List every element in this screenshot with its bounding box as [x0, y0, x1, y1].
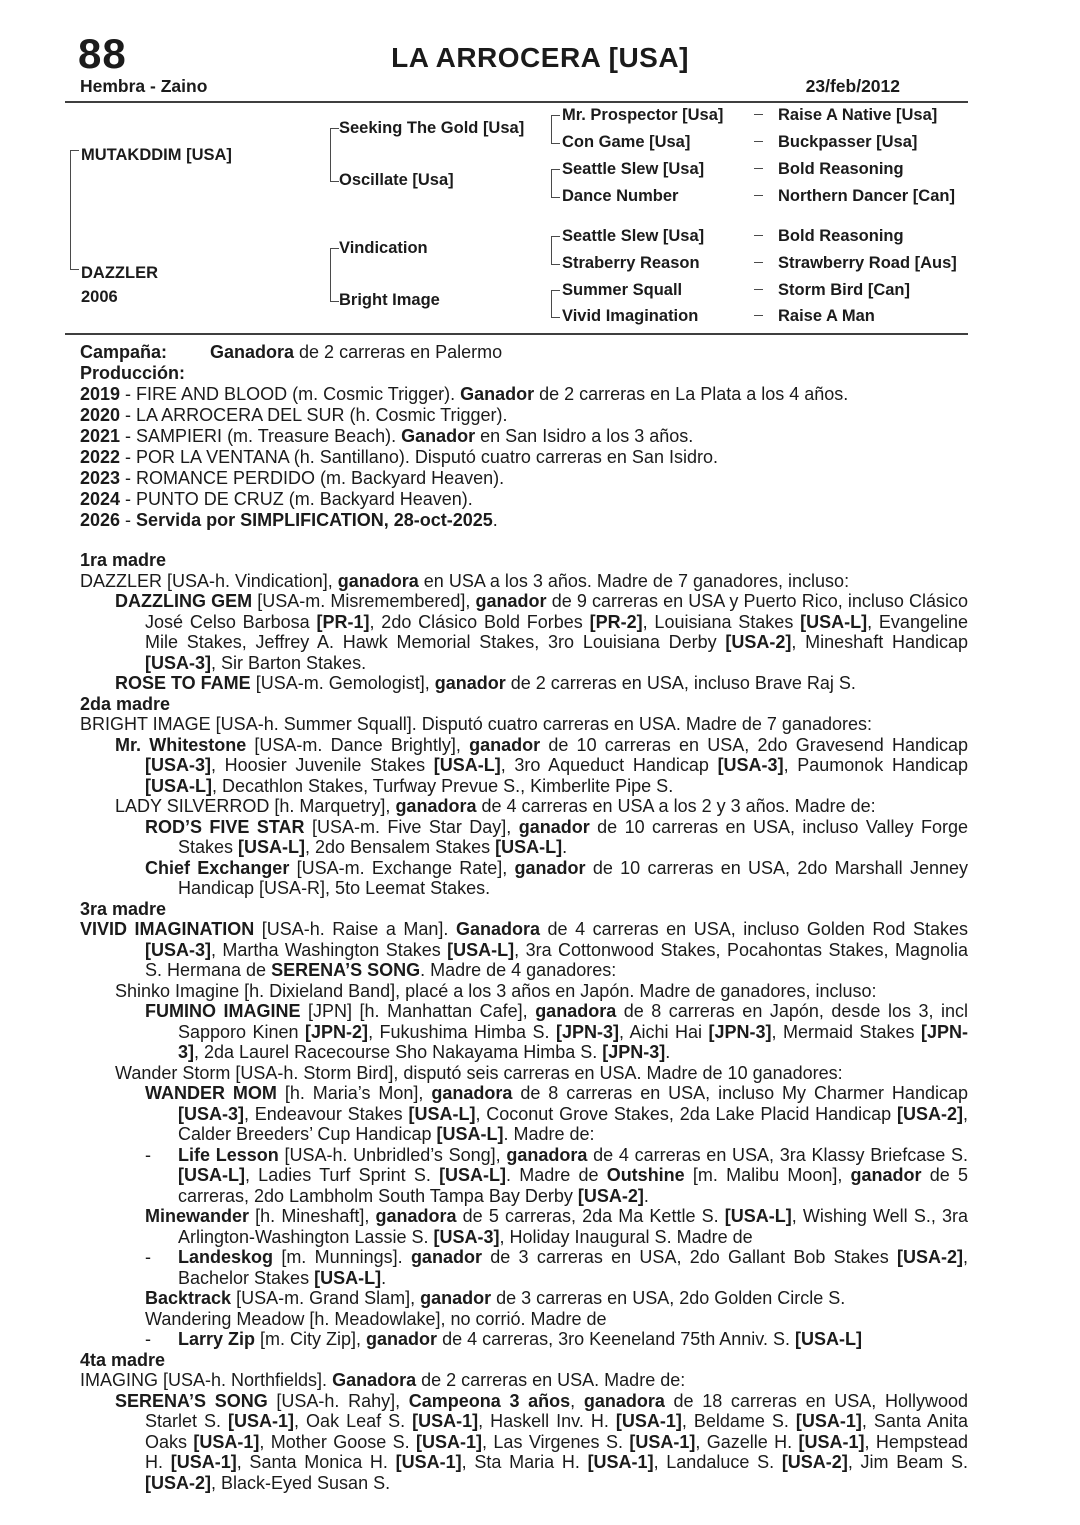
text-segment: [JPN-2] — [305, 1021, 369, 1042]
pedigree-paragraph — [80, 1145, 968, 1207]
text-segment: Wander Storm [USA-h. Storm Bird], disputó seis carreras en USA. Madre de 10 ganadores: — [115, 1062, 843, 1083]
text-segment: [USA-3] — [145, 939, 211, 960]
text-segment: [h. Maria’s Mon], — [276, 1083, 432, 1103]
text-segment: [h. Mineshaft], — [249, 1206, 376, 1226]
text-segment: SERENA’S SONG — [271, 960, 421, 980]
text-segment: Minewander — [145, 1206, 250, 1226]
text-segment: de 10 carreras en USA, 2do Marshall Jenney Handicap [USA-R], 5to Leemat Stakes. — [178, 857, 968, 898]
bracket-line — [70, 150, 79, 270]
text-segment: de 4 carreras en USA, 3ra Klassy Briefcase S. — [587, 1144, 968, 1165]
pedigree-name: Storm Bird [Can] — [754, 280, 910, 300]
text-segment: , 3ro Aqueduct Handicap — [500, 755, 718, 775]
text-segment: [USA-1] — [629, 1431, 696, 1452]
text-segment: , Aichi Hai — [619, 1021, 709, 1042]
text-segment: [PR-1] — [316, 611, 370, 632]
dam-foaling-year: 2006 — [81, 288, 118, 306]
text-segment: , Evangeline Mile Stakes, Jeffrey A. Hawk Memorial Stakes, 3ro Louisiana Derby — [145, 611, 968, 652]
text-segment: FUMINO IMAGINE — [145, 1001, 301, 1021]
pedigree-paragraph — [80, 1083, 968, 1145]
text-segment: . — [381, 1267, 387, 1288]
text-segment: , Landaluce S. — [653, 1452, 782, 1472]
text-segment: [USA-1] — [798, 1431, 865, 1452]
pedigree-paragraph — [80, 571, 968, 592]
text-segment: , Hempstead H. — [145, 1431, 968, 1472]
text-segment: de 10 carreras en USA, incluso Valley Forge Stakes — [178, 816, 968, 857]
text-segment: Ganadora — [455, 919, 540, 939]
text-segment: . Madre de: — [503, 1124, 595, 1144]
text-segment: de 4 carreras en USA a los 2 y 3 años. Madre de: — [476, 796, 876, 816]
production-entry — [80, 489, 968, 510]
text-segment: ganador — [366, 1329, 438, 1349]
text-segment: [USA-2] — [577, 1185, 644, 1206]
pedigree-paragraph — [80, 796, 968, 817]
text-segment: Chief Exchanger — [145, 857, 290, 878]
text-segment: , Calder Breeders’ Cup Handicap — [178, 1103, 968, 1144]
pedigree-paragraph — [80, 591, 968, 673]
dam-section — [80, 899, 968, 1350]
text-segment: [USA-L] — [800, 611, 868, 632]
text-segment: Life Lesson — [178, 1144, 279, 1165]
bracket-line — [330, 128, 339, 182]
pedigree-rule — [65, 333, 968, 335]
text-segment: [USA-1] — [228, 1411, 295, 1431]
text-segment: ganadora — [375, 1206, 457, 1226]
production-year: 2024 — [80, 489, 121, 509]
bracket-line — [551, 236, 560, 265]
text-segment: Shinko Imagine [h. Dixieland Band], placé a los 3 años en Japón. Madre de ganadores, incluso: — [115, 980, 877, 1001]
dam-section — [80, 1350, 968, 1494]
header-rule — [65, 101, 968, 103]
pedigree-name: Seattle Slew [Usa] — [562, 160, 705, 178]
production-list — [80, 384, 968, 531]
list-dash-marker: - — [145, 1247, 151, 1267]
text-segment: de 8 carreras en Japón, desde los 3, incl Sapporo Kinen — [178, 1001, 969, 1042]
text-segment: . — [492, 510, 498, 530]
text-segment: [USA-3] — [178, 1103, 244, 1124]
production-year: 2021 — [80, 426, 121, 446]
text-segment: de 4 carreras en USA, incluso Golden Rod Stakes — [539, 919, 968, 939]
text-segment: [USA-3] — [433, 1226, 500, 1247]
bracket-line — [330, 248, 339, 302]
text-segment: de 8 carreras en USA, incluso My Charmer Handicap — [512, 1083, 968, 1103]
text-segment: [USA-2] — [781, 1452, 848, 1472]
text-segment: [USA-h. Rahy], — [267, 1390, 409, 1411]
pedigree-paragraph — [80, 817, 968, 858]
text-segment: , Bachelor Stakes — [178, 1247, 968, 1288]
text-segment: ROD’S FIVE STAR — [145, 816, 305, 837]
page-title: LA ARROCERA [USA] — [391, 42, 689, 73]
pedigree-name: Seattle Slew [Usa] — [562, 227, 705, 245]
text-segment: - — [120, 510, 137, 530]
production-entry — [80, 510, 968, 531]
campaign-label: Campaña: — [80, 342, 168, 362]
campaign-line — [80, 342, 968, 363]
pedigree-name-sire: MUTAKDDIM [USA] — [81, 146, 232, 164]
text-segment: de 10 carreras en USA, 2do Gravesend Handicap — [540, 734, 969, 755]
text-segment: ganadora — [395, 796, 477, 816]
text-segment: . Madre de 4 ganadores: — [420, 960, 617, 980]
pedigree-paragraph — [80, 1370, 968, 1391]
text-segment: [JPN-3] — [178, 1021, 968, 1062]
text-segment: , Martha Washington Stakes — [211, 939, 448, 960]
text-segment: de 4 carreras, 3ro Keeneland 75th Anniv. S. — [437, 1329, 795, 1349]
text-segment: ganadora — [535, 1001, 617, 1021]
pedigree-paragraph — [80, 1063, 968, 1084]
text-segment: ganador — [514, 857, 586, 878]
text-segment: , Decathlon Stakes, Turfway Prevue S., Kimberlite Pipe S. — [211, 775, 674, 796]
pedigree-paragraph — [80, 1391, 968, 1494]
text-segment: Backtrack — [145, 1288, 232, 1308]
text-segment: [m. Munnings]. — [273, 1247, 411, 1267]
text-segment: , Paumonok Handicap — [783, 755, 969, 775]
sex-coat-label: Hembra - Zaino — [80, 76, 208, 96]
production-entry — [80, 447, 968, 468]
text-segment: [USA-L] — [178, 1165, 245, 1185]
text-segment: Wandering Meadow [h. Meadowlake], no corrió. Madre de — [145, 1308, 607, 1329]
text-segment: [USA-1] — [193, 1431, 260, 1452]
production-year: 2023 — [80, 468, 121, 488]
list-dash-marker: - — [145, 1144, 151, 1165]
birth-date: 23/feb/2012 — [805, 76, 900, 96]
text-segment: , Haskell Inv. H. — [478, 1411, 616, 1431]
text-segment: [m. City Zip], — [255, 1329, 367, 1349]
text-segment: - LA ARROCERA DEL SUR (h. Cosmic Trigger). — [120, 405, 508, 425]
text-segment: , Coconut Grove Stakes, 2da Lake Placid Handicap — [475, 1103, 897, 1124]
text-segment: ganador — [420, 1288, 492, 1308]
dam-section — [80, 694, 968, 899]
text-segment: [USA-1] — [416, 1431, 483, 1452]
pedigree-paragraph — [80, 1247, 968, 1288]
text-segment: ganadora — [583, 1390, 665, 1411]
text-segment: , Black-Eyed Susan S. — [211, 1472, 391, 1493]
text-segment: ROSE TO FAME — [115, 673, 251, 693]
text-segment: de 2 carreras en La Plata a los 4 años. — [534, 384, 849, 404]
text-segment: [m. Malibu Moon], — [684, 1165, 851, 1185]
text-segment: . — [643, 1185, 649, 1206]
text-segment: , Ladies Turf Sprint S. — [244, 1165, 440, 1185]
text-segment: ganador — [469, 734, 541, 755]
text-segment: , Sir Barton Stakes. — [211, 652, 367, 673]
text-segment: Ganador — [460, 384, 535, 404]
pedigree-name: Bold Reasoning — [754, 159, 904, 179]
campaign-summary — [210, 342, 502, 362]
text-segment: [USA-m. Dance Brightly], — [246, 734, 470, 755]
text-segment: [USA-L] — [314, 1267, 382, 1288]
dam-sections — [80, 550, 968, 1493]
text-segment: Landeskog — [178, 1247, 274, 1267]
text-segment: , Beldame S. — [681, 1411, 796, 1431]
pedigree-name: Dance Number — [562, 187, 679, 205]
production-label: Producción: — [80, 363, 186, 383]
pedigree-name: Mr. Prospector [Usa] — [562, 106, 724, 124]
pedigree-name: Northern Dancer [Can] — [754, 186, 955, 206]
text-segment: [USA-3] — [145, 652, 211, 673]
text-segment: [USA-h. Unbridled’s Song], — [278, 1144, 507, 1165]
text-segment: ganadora — [431, 1083, 513, 1103]
text-segment: , Las Virgenes S. — [482, 1431, 630, 1452]
text-segment: , Gazelle H. — [695, 1431, 799, 1452]
text-segment: en USA a los 3 años. Madre de 7 ganadores, incluso: — [418, 570, 850, 591]
text-segment: VIVID IMAGINATION — [80, 919, 255, 939]
text-segment: [USA-2] — [145, 1472, 211, 1493]
text-segment: Larry Zip — [178, 1329, 256, 1349]
text-segment: [JPN-3] — [602, 1042, 666, 1062]
text-segment: , Mineshaft Handicap — [791, 632, 968, 652]
text-segment: de 5 carreras, 2da Ma Kettle S. — [456, 1206, 725, 1226]
text-segment: DAZZLER [USA-h. Vindication], — [80, 570, 338, 591]
text-segment: [USA-m. Five Star Day], — [304, 816, 519, 837]
text-segment: , Hoosier Juvenile Stakes — [211, 755, 434, 775]
text-segment: Outshine — [606, 1165, 685, 1185]
pedigree-name-dam: DAZZLER — [81, 264, 158, 282]
production-entry — [80, 426, 968, 447]
text-segment: Servida por SIMPLIFICATION, 28-oct-2025 — [136, 510, 493, 530]
text-segment: , 3ra Cottonwood Stakes, Pocahontas Stakes, Magnolia S. Hermana de — [145, 939, 968, 980]
pedigree-name: Oscillate [Usa] — [339, 171, 454, 189]
text-segment: [USA-L] — [436, 1124, 504, 1144]
text-segment: - ROMANCE PERDIDO (m. Backyard Heaven). — [120, 468, 505, 488]
bracket-line — [551, 169, 560, 198]
text-segment: Campeona 3 años — [408, 1390, 571, 1411]
pedigree-name: Vivid Imagination — [562, 307, 699, 325]
text-segment: - FIRE AND BLOOD (m. Cosmic Trigger). — [120, 384, 461, 404]
pedigree-name: Buckpasser [Usa] — [754, 132, 917, 152]
text-segment: Ganadora — [210, 342, 295, 362]
text-segment: - SAMPIERI (m. Treasure Beach). — [120, 426, 402, 446]
text-segment: , 2da Laurel Racecourse Sho Nakayama Himba S. — [194, 1042, 603, 1062]
text-segment: , Mother Goose S. — [259, 1431, 417, 1452]
text-segment: [USA-h. Raise a Man]. — [254, 919, 456, 939]
text-segment: [USA-L] — [145, 775, 212, 796]
text-segment: de 2 carreras en USA, incluso Brave Raj S. — [505, 673, 856, 693]
text-segment: ganadora — [337, 570, 419, 591]
text-segment: [USA-1] — [170, 1452, 237, 1472]
text-segment: de 3 carreras en USA, 2do Golden Circle S. — [491, 1288, 846, 1308]
text-segment: , Santa Anita Oaks — [145, 1411, 969, 1452]
text-segment: [JPN-3] — [708, 1021, 772, 1042]
dam-section — [80, 550, 968, 694]
production-year: 2019 — [80, 384, 121, 404]
text-segment: , Wishing Well S., 3ra Arlington-Washington Lassie S. — [178, 1206, 968, 1247]
production-year: 2022 — [80, 447, 121, 467]
text-segment: . — [562, 837, 568, 857]
text-segment: Ganador — [401, 426, 476, 446]
text-segment: [USA-3] — [145, 755, 211, 775]
text-segment: WANDER MOM — [145, 1083, 277, 1103]
dam-section-heading: 1ra madre — [80, 550, 167, 570]
pedigree-paragraph — [80, 673, 968, 694]
pedigree-name: Seeking The Gold [Usa] — [339, 119, 525, 137]
text-segment: BRIGHT IMAGE [USA-h. Summer Squall]. Disputó cuatro carreras en USA. Madre de 7 ganadores: — [80, 714, 872, 734]
text-segment: [USA-L] — [724, 1206, 792, 1226]
text-segment: , — [570, 1390, 584, 1411]
text-segment: de 2 carreras en USA. Madre de: — [416, 1370, 686, 1390]
text-segment: , Fukushima Himba S. — [368, 1021, 557, 1042]
dam-section-heading: 3ra madre — [80, 898, 167, 919]
text-segment: , Oak Leaf S. — [294, 1411, 413, 1431]
text-segment: - POR LA VENTANA (h. Santillano). Disputó cuatro carreras en San Isidro. — [120, 447, 718, 467]
pedigree-name: Summer Squall — [562, 281, 683, 299]
text-segment: [USA-1] — [395, 1452, 462, 1472]
text-segment: , Jim Beam S. — [847, 1452, 968, 1472]
production-entry — [80, 405, 968, 426]
pedigree-paragraph — [80, 1309, 968, 1330]
pedigree-paragraph — [80, 1329, 968, 1350]
text-segment: [USA-2] — [896, 1247, 963, 1267]
pedigree-name: Vindication — [339, 239, 428, 257]
text-segment: - PUNTO DE CRUZ (m. Backyard Heaven). — [120, 489, 473, 509]
text-segment: de 3 carreras en USA, 2do Gallant Bob Stakes — [481, 1247, 897, 1267]
text-segment: [USA-1] — [615, 1411, 682, 1431]
production-year: 2020 — [80, 405, 121, 425]
text-segment: [USA-L] — [408, 1103, 476, 1124]
text-segment: [USA-m. Grand Slam], — [231, 1288, 421, 1308]
pedigree-name: Bright Image — [339, 291, 440, 309]
bracket-line — [551, 290, 560, 318]
text-segment: , Sta Maria H. — [461, 1452, 588, 1472]
text-segment: SERENA’S SONG — [115, 1390, 268, 1411]
pedigree-paragraph — [80, 858, 968, 899]
text-segment: LADY SILVERROD [h. Marquetry], — [115, 796, 396, 816]
text-segment: ganador — [410, 1247, 482, 1267]
text-segment: [USA-1] — [795, 1411, 862, 1431]
pedigree-name: Bold Reasoning — [754, 226, 904, 246]
text-segment: [JPN-3] — [556, 1021, 620, 1042]
pedigree-name: Con Game [Usa] — [562, 133, 691, 151]
text-segment: [USA-m. Misremembered], — [252, 591, 476, 611]
page-number: 88 — [78, 30, 127, 77]
text-segment: IMAGING [USA-h. Northfields]. — [80, 1370, 333, 1390]
text-segment: ganadora — [506, 1144, 588, 1165]
text-segment: DAZZLING GEM — [115, 591, 253, 611]
list-dash-marker: - — [145, 1329, 151, 1349]
text-segment: [USA-L] — [238, 837, 306, 857]
pedigree-name: Raise A Native [Usa] — [754, 105, 937, 125]
text-segment: , Holiday Inaugural S. Madre de — [499, 1226, 753, 1247]
text-segment: , Santa Monica H. — [236, 1452, 396, 1472]
text-segment: , Endeavour Stakes — [244, 1103, 409, 1124]
text-segment: [USA-L] — [447, 939, 515, 960]
text-segment: [USA-L] — [439, 1165, 507, 1185]
pedigree-paragraph — [80, 1001, 968, 1063]
text-segment: Mr. Whitestone — [115, 734, 247, 755]
body-text — [80, 342, 968, 1493]
production-entry — [80, 468, 968, 489]
text-segment: ganador — [850, 1165, 922, 1185]
pedigree-paragraph — [80, 919, 968, 981]
text-segment: [USA-L] — [794, 1329, 862, 1349]
text-segment: , Mermaid Stakes — [771, 1021, 921, 1042]
dam-section-heading: 2da madre — [80, 693, 171, 714]
text-segment: [USA-1] — [412, 1411, 479, 1431]
text-segment: en San Isidro a los 3 años. — [475, 426, 694, 446]
text-segment: , 2do Bensalem Stakes — [305, 837, 496, 857]
text-segment: [USA-2] — [896, 1103, 963, 1124]
bracket-line — [551, 115, 560, 144]
production-year: 2026 — [80, 510, 121, 530]
pedigree-paragraph — [80, 981, 968, 1002]
pedigree-paragraph — [80, 1206, 968, 1247]
text-segment: de 18 carreras en USA, Hollywood Starlet S. — [145, 1390, 968, 1431]
text-segment: [USA-L] — [433, 755, 501, 775]
text-segment: ganador — [475, 591, 547, 611]
text-segment: [JPN] [h. Manhattan Cafe], — [300, 1001, 536, 1021]
text-segment: [USA-1] — [587, 1452, 654, 1472]
text-segment: [USA-3] — [717, 755, 784, 775]
text-segment: [USA-m. Exchange Rate], — [289, 857, 515, 878]
text-segment: [PR-2] — [589, 611, 643, 632]
text-segment: [USA-2] — [725, 632, 792, 652]
production-entry — [80, 384, 968, 405]
pedigree-paragraph — [80, 735, 968, 797]
text-segment: . Madre de — [506, 1165, 607, 1185]
pedigree-paragraph — [80, 1288, 968, 1309]
text-segment: ganador — [434, 673, 506, 693]
pedigree-name: Raise A Man — [754, 306, 875, 326]
text-segment: . — [665, 1042, 671, 1062]
text-segment: de 2 carreras en Palermo — [294, 342, 503, 362]
text-segment: Ganadora — [332, 1370, 417, 1390]
dam-section-heading: 4ta madre — [80, 1349, 166, 1370]
text-segment: de 5 carreras, 2do Lambholm South Tampa Bay Derby — [178, 1165, 968, 1206]
text-segment: de 9 carreras en USA y Puerto Rico, incluso Clásico José Celso Barbosa — [145, 591, 968, 632]
pedigree-paragraph — [80, 714, 968, 735]
text-segment: [USA-m. Gemologist], — [250, 673, 435, 693]
text-segment: [USA-L] — [495, 837, 563, 857]
pedigree-name: Strawberry Road [Aus] — [754, 253, 957, 273]
pedigree-name: Straberry Reason — [562, 254, 700, 272]
text-segment: ganador — [518, 816, 590, 837]
text-segment: , Louisiana Stakes — [642, 611, 801, 632]
text-segment: , 2do Clásico Bold Forbes — [369, 611, 590, 632]
